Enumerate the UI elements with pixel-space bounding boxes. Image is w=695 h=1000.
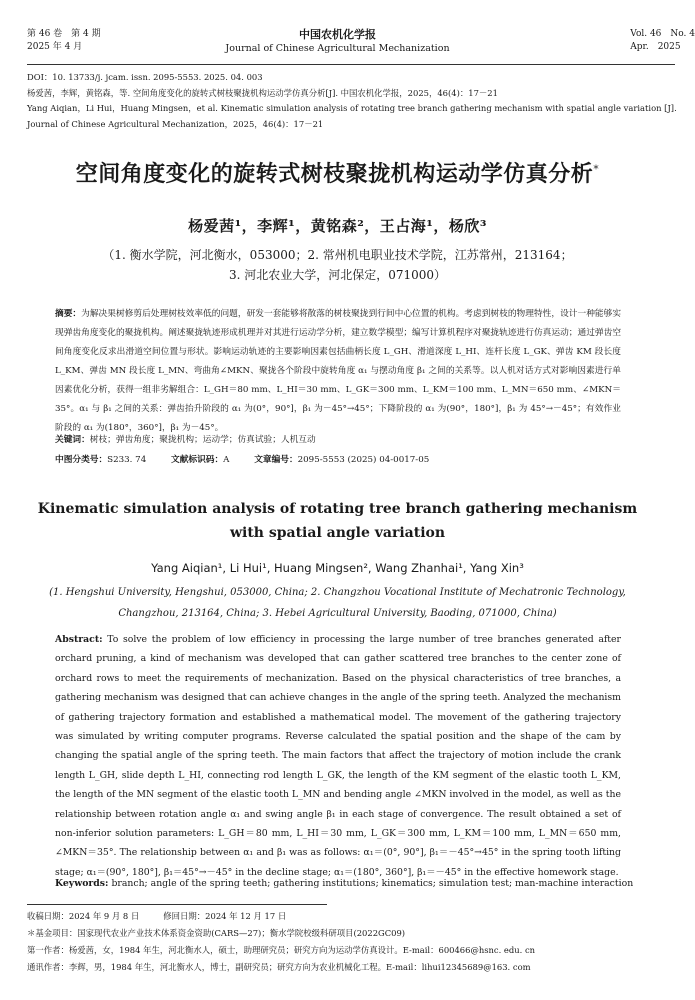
authors-cn: 杨爱茜¹，李辉¹，黄铭森²，王占海¹，杨欣³	[188, 217, 487, 235]
affiliations-cn	[0, 245, 675, 285]
journal-name-en: Journal of Chinese Agricultural Mechanization	[225, 43, 450, 54]
paper-title-cn	[0, 157, 675, 188]
issue-date-line: 2025 年 4 月	[27, 42, 83, 52]
revised-label: 修回日期：	[163, 911, 206, 921]
doc-code-value: A	[223, 455, 230, 465]
affiliation-en-line1: (1. Hengshui University, Hengshui, 053000, China; 2. Changzhou Vocational Institute of Mechatronic Technology,	[49, 587, 626, 598]
title-footnote-mark: *	[593, 162, 600, 176]
authors-en: Yang Aiqian¹, Li Hui¹, Huang Mingsen², Wang Zhanhai¹, Yang Xin³	[151, 561, 524, 575]
header-divider	[27, 64, 675, 65]
doc-code-label: 文献标识码：	[171, 455, 224, 465]
paper-title-en-line2: with spatial angle variation	[229, 525, 446, 541]
abstract-en-text: To solve the problem of low efficiency in processing the large number of tree branches generated after orchard pruning, a kind of mechanism was developed that can gather scattered tree branches to the center zone of orchard rows to meet the requirements of mechanization. Based on the physical characteristics of tree branches, a gathering mechanism was designed that can achieve changes in the angle of the spring teeth. Analyzed the mechanism of gathering trajectory formation and established a mathematical model. The movement of the gathering trajectory was simulated by writing computer programs. Reverse calculated the spatial position and the shape of the cam by changing the spatial angle of the spring teeth. The main factors that affect the trajectory of motion include the crank length L_GH, slide depth L_HI, connecting rod length L_GK, the length of the KM segment of the elastic tooth L_KM, the length of the MN segment of the elastic tooth L_MN and bending angle ∠MKN involved in the model, as well as the relationship between rotation angle α₁ and swing angle β₁ in each stage of convergence. The result obtained a set of non-inferior solution parameters: L_GH＝80 mm, L_HI＝30 mm, L_GK＝300 mm, L_KM＝100 mm, L_MN＝650 mm, ∠MKN＝35°. The relationship between α₁ and β₁ was as follows: α₁＝(0°, 90°], β₁＝－45°→45° in the spring tooth lifting stage; α₁＝(90°, 180°], β₁＝45°→－45° in the decline stage; α₁＝(180°, 360°], β₁＝－45° in the effective homework stage.	[55, 634, 621, 878]
citation-en-line1: Yang Aiqian，Li Hui，Huang Mingsen，et al. Kinematic simulation analysis of rotating tree branch gathering mechanism with spatial angle variation [J].	[27, 103, 677, 114]
keywords-cn	[55, 431, 621, 450]
received-label: 收稿日期：	[27, 911, 69, 921]
citation-block	[27, 70, 677, 132]
paper-title-en-line1: Kinematic simulation analysis of rotating tree branch gathering mechanism	[37, 501, 638, 517]
citation-en-line2: Journal of Chinese Agricultural Mechanization，2025，46(4)：17－21	[27, 118, 324, 129]
clc-label: 中图分类号：	[55, 455, 108, 465]
revised-date: 2024 年 12 月 17 日	[205, 911, 287, 921]
paper-title-en	[0, 497, 675, 545]
abstract-en	[55, 630, 621, 882]
affiliation-en-line2: Changzhou, 213164, China; 3. Hebei Agricultural University, Baoding, 071000, China)	[118, 608, 557, 619]
journal-name-cn: 中国农机化学报	[299, 28, 376, 41]
footnotes	[27, 908, 667, 976]
corresponding-author-note: 通讯作者：李辉，男，1984 年生，河北衡水人，博士，副研究员；研究方向为农业机械化工程。E-mail：lihui12345689@163. com	[27, 962, 531, 972]
funding-note: ＊基金项目：国家现代农业产业技术体系资金资助(CARS—27)；衡水学院校级科研项目(2022GC09)	[27, 928, 406, 938]
affiliation-cn-line1: （1. 衡水学院，河北衡水，053000；2. 常州机电职业技术学院，江苏常州，213164；	[102, 248, 573, 262]
keywords-en-text: branch; angle of the spring teeth; gathering institutions; kinematics; simulation test; man-machine interaction	[111, 878, 634, 889]
dates-line	[27, 908, 667, 925]
classification-line	[55, 451, 621, 470]
volume-issue-en-line: Vol. 46 No. 4	[630, 29, 695, 39]
abstract-cn	[55, 305, 621, 438]
running-header	[27, 28, 695, 60]
citation-cn: 杨爱茜，李辉，黄铭森，等. 空间角度变化的旋转式树枝聚拢机构运动学仿真分析[J]. 中国农机化学报，2025，46(4)：17－21	[27, 87, 498, 98]
first-author-note: 第一作者：杨爱茜，女，1984 年生，河北衡水人，硕士，助理研究员；研究方向为运动学仿真设计。E-mail：600466@hsnc. edu. cn	[27, 945, 536, 955]
paper-title-cn-text: 空间角度变化的旋转式树枝聚拢机构运动学仿真分析	[75, 162, 594, 187]
article-number-value: 2095-5553 (2025) 04-0017-05	[297, 455, 430, 465]
keywords-cn-text: 树枝；弹齿角度；聚拢机构；运动学；仿真试验；人机互动	[89, 435, 316, 445]
received-date: 2024 年 9 月 8 日	[68, 911, 140, 921]
keywords-en-label: Keywords:	[55, 878, 109, 889]
footnote-divider	[27, 904, 327, 905]
abstract-cn-text: 为解决果树修剪后处理树枝效率低的问题，研发一套能够将散落的树枝聚拢到行间中心位置的机构。考虑到树枝的物理特性，设计一种能够实现弹齿角度变化的聚拢机构。阐述聚拢轨迹形成机理并对其进行运动学分析，建立数学模型；编写计算机程序对聚拢轨迹进行仿真运动；通过弹齿空间角度变化反求出滑道空间位置与形状。影响运动轨迹的主要影响因素包括曲柄长度 L_GH、滑道深度 L_HI、连杆长度 L_GK、弹齿 KM 段长度 L_KM、弹齿 MN 段长度 L_MN、弯曲角∠MKN、聚拢各个阶段中旋转角度 α₁ 与摆动角度 β₁ 之间的关系等。以人机对话方式对影响因素进行单因素优化分析，获得一组非劣解组合：L_GH＝80 mm、L_HI＝30 mm、L_GK＝300 mm、L_KM＝100 mm、L_MN＝650 mm、∠MKN＝35°。α₁ 与 β₁ 之间的关系：弹齿抬升阶段的 α₁ 为(0°，90°]，β₁ 为－45°→45°；下降阶段的 α₁ 为(90°，180°]，β₁ 为 45°→－45°；有效作业阶段的 α₁ 为(180°，360°]，β₁ 为－45°。	[55, 309, 622, 433]
abstract-cn-label: 摘要：	[55, 309, 82, 319]
affiliation-cn-line2: 3. 河北农业大学，河北保定，071000）	[228, 268, 447, 282]
keywords-en	[55, 876, 634, 892]
issue-date-en-line: Apr. 2025	[630, 42, 681, 52]
abstract-en-label: Abstract:	[55, 634, 103, 645]
journal-name	[27, 28, 648, 55]
keywords-cn-label: 关键词：	[55, 435, 90, 445]
volume-issue-line: 第 46 卷 第 4 期	[27, 29, 101, 39]
clc-value: S233. 74	[107, 455, 147, 465]
article-number-label: 文章编号：	[254, 455, 298, 465]
volume-issue-en	[630, 28, 695, 54]
affiliations-en	[0, 582, 675, 624]
doi: DOI：10. 13733/j. jcam. issn. 2095-5553. 2025. 04. 003	[27, 72, 263, 82]
